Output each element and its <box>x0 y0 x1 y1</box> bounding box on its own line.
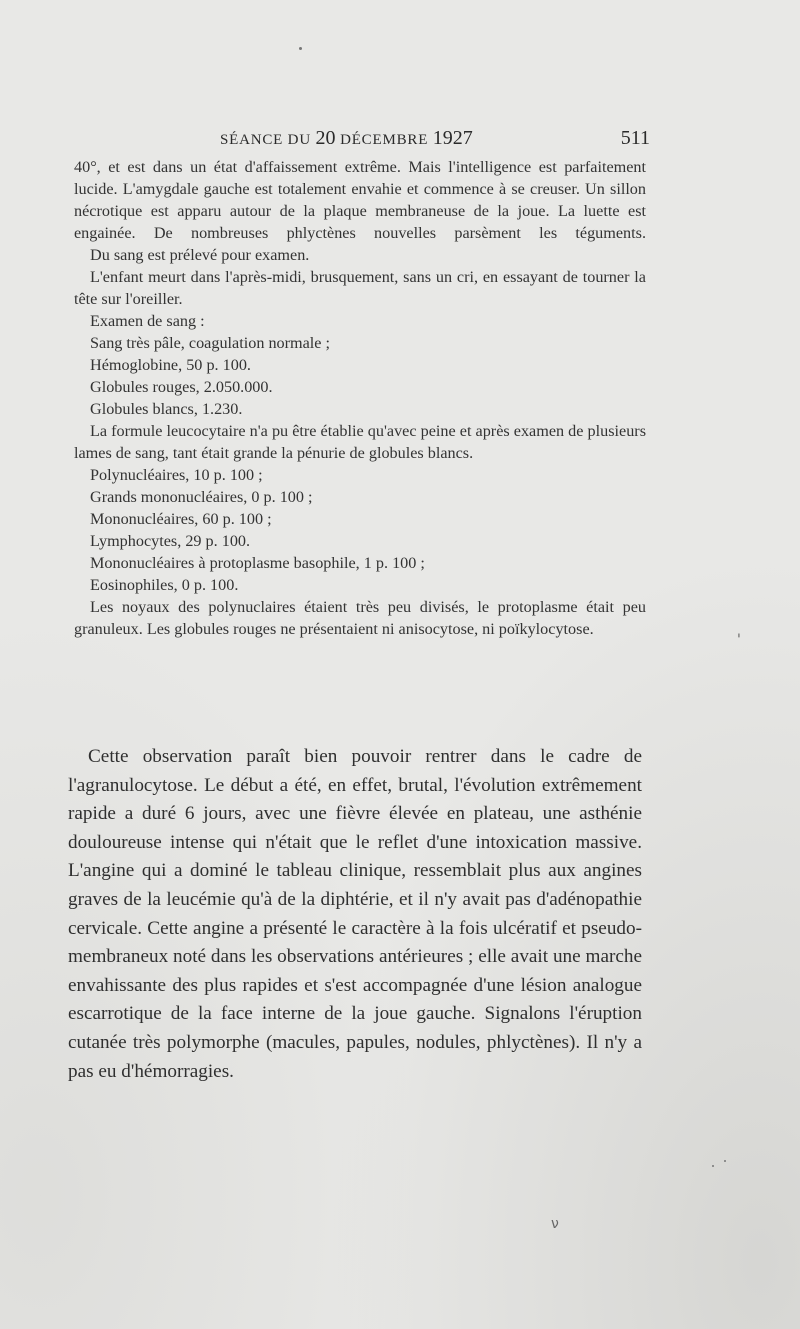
page-number: 511 <box>620 127 650 149</box>
case-report-text <box>74 156 646 640</box>
leukocyte-formula-item: Mononucléaires, 60 p. 100 ; <box>90 510 272 528</box>
leukocyte-formula-item: Eosinophiles, 0 p. 100. <box>90 576 239 594</box>
paragraph-blood-sampled: Du sang est prélevé pour examen. <box>90 246 310 264</box>
running-title <box>220 127 473 150</box>
title-year: 1927 <box>432 127 473 149</box>
title-month: DÉCEMBRE <box>340 132 429 148</box>
paragraph-cell-morphology: Les noyaux des polynuclaires étaient très peu divisés, le protoplasme était peu granuleux. Les globules rouges ne présentaient ni anisocytose, ni poïkylocytose. <box>74 598 646 638</box>
blood-exam-item: Globules rouges, 2.050.000. <box>90 378 273 396</box>
paragraph-leukocyte-formula: La formule leucocytaire n'a pu être établie qu'avec peine et après examen de plusieurs lames de sang, tant était grande la pénurie de globules blancs. <box>74 422 646 462</box>
leukocyte-formula-item: Polynucléaires, 10 p. 100 ; <box>90 466 263 484</box>
margin-mark: ν <box>551 1216 559 1232</box>
leukocyte-formula-item: Lymphocytes, 29 p. 100. <box>90 532 251 550</box>
title-day: 20 <box>315 127 336 149</box>
margin-mark: ' <box>737 632 741 648</box>
ink-speck <box>299 47 302 50</box>
blood-exam-heading: Examen de sang : <box>90 312 205 330</box>
paragraph-death: L'enfant meurt dans l'après-midi, brusquement, sans un cri, en essayant de tourner la tête sur l'oreiller. <box>74 268 646 308</box>
blood-exam-item: Sang très pâle, coagulation normale ; <box>90 334 331 352</box>
discussion-text <box>68 743 642 1086</box>
blood-exam-item: Hémoglobine, 50 p. 100. <box>90 356 251 374</box>
title-prefix: SÉANCE DU <box>220 132 311 148</box>
blood-exam-item: Globules blancs, 1.230. <box>90 400 243 418</box>
ink-speck <box>724 1160 726 1162</box>
ink-speck <box>712 1165 714 1167</box>
paragraph-case-continuation: 40°, et est dans un état d'affaissement extrême. Mais l'intelligence est parfaitement lucide. L'amygdale gauche est totalement envahie et commence à se creuser. Un sillon nécrotique est apparu autour de la plaque membraneuse de la joue. La luette est engainée. De nombreuses phlyctènes nouvelles parsèment les téguments. <box>74 158 646 242</box>
leukocyte-formula-item: Mononucléaires à protoplasme basophile, 1 p. 100 ; <box>90 554 425 572</box>
leukocyte-formula-item: Grands mononucléaires, 0 p. 100 ; <box>90 488 313 506</box>
running-header <box>220 127 650 150</box>
paragraph-discussion: Cette observation paraît bien pouvoir rentrer dans le cadre de l'agranulocytose. Le début a été, en effet, brutal, l'évolution extrêmement rapide a duré 6 jours, avec une fièvre élevée en plateau, une asthénie douloureuse intense qui n'était que le reflet d'une intoxication massive. L'angine qui a dominé le tableau clinique, ressemblait plus aux angines graves de la leucémie qu'à de la diphtérie, et il n'y avait pas d'adénopathie cervicale. Cette angine a présenté le caractère à la fois ulcératif et pseudo-membraneux noté dans les observations antérieures ; elle avait une marche envahissante des plus rapides et s'est accompagnée d'une lésion analogue escarrotique de la face interne de la joue gauche. Signalons l'éruption cutanée très polymorphe (macules, papules, nodules, phlyctènes). Il n'y a pas eu d'hémorragies. <box>68 746 642 1082</box>
